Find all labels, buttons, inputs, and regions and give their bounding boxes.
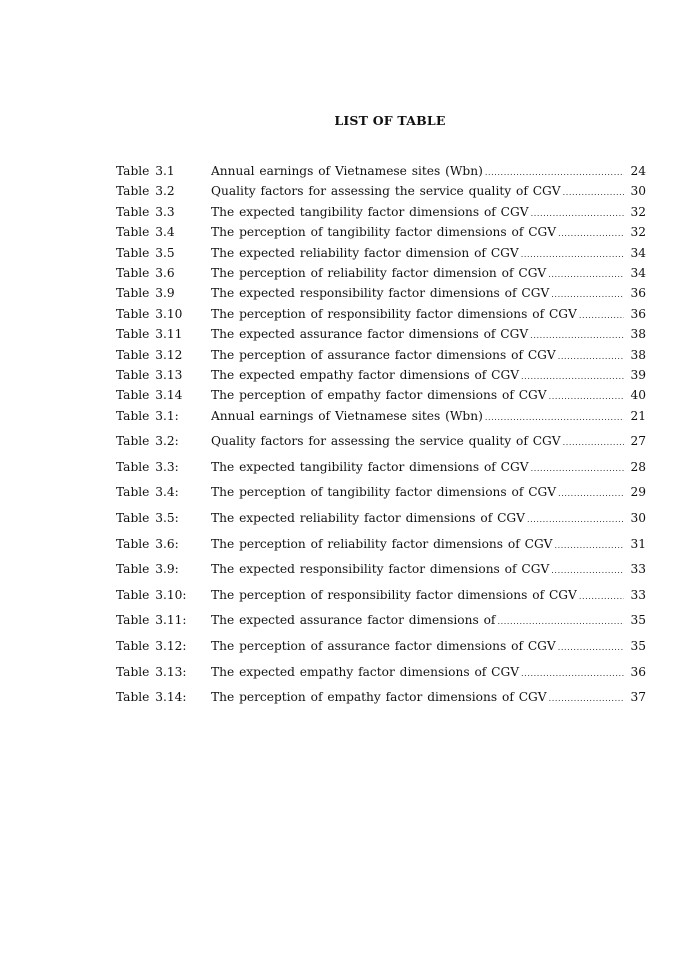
table-entry <box>211 205 646 219</box>
table-caption: The expected empathy factor dimensions of CGV <box>211 367 520 382</box>
list-item <box>116 434 646 460</box>
table-caption: The expected tangibility factor dimensions of CGV <box>211 459 529 474</box>
dot-leader <box>497 617 624 626</box>
dot-leader <box>554 541 624 550</box>
list-item <box>116 588 646 614</box>
page-number: 24 <box>630 164 646 178</box>
table-label: Table 3.10: <box>116 587 187 602</box>
page-number: 35 <box>630 613 646 628</box>
table-entry <box>211 368 646 382</box>
table-entry <box>211 164 646 178</box>
table-label: Table 3.4: <box>116 485 179 500</box>
page-number: 21 <box>630 408 646 423</box>
table-entry <box>211 184 646 198</box>
page-number: 38 <box>630 327 646 342</box>
dot-leader <box>549 694 624 703</box>
table-label: Table 3.10 <box>116 306 183 321</box>
table-entry <box>211 434 646 448</box>
dot-leader <box>531 209 624 218</box>
table-caption: The perception of reliability factor dimension of CGV <box>211 265 547 280</box>
table-entry <box>211 246 646 260</box>
table-entry <box>211 388 646 402</box>
table-entry <box>211 588 646 602</box>
dot-leader <box>548 270 624 279</box>
list-item <box>116 409 646 435</box>
table-caption: The expected responsibility factor dimensions of CGV <box>211 562 550 577</box>
table-entry <box>211 266 646 280</box>
page-number: 34 <box>630 245 646 260</box>
page-number: 33 <box>630 587 646 602</box>
table-label: Table 3.2 <box>116 184 175 199</box>
dot-leader <box>558 643 624 652</box>
table-label: Table 3.14 <box>116 388 183 403</box>
table-label: Table 3.6: <box>116 536 179 551</box>
table-caption: The expected assurance factor dimensions of <box>211 613 496 628</box>
dot-leader <box>563 188 624 197</box>
table-caption: Quality factors for assessing the service quality of CGV <box>211 434 561 449</box>
list-item <box>116 225 646 245</box>
list-item <box>116 665 646 691</box>
table-caption: The perception of assurance factor dimensions of CGV <box>211 347 556 362</box>
table-label: Table 3.9 <box>116 286 175 301</box>
table-entry <box>211 665 646 679</box>
dot-leader <box>521 669 624 678</box>
table-caption: The expected empathy factor dimensions of CGV <box>211 664 520 679</box>
table-label: Table 3.5: <box>116 511 179 526</box>
list-item <box>116 460 646 486</box>
page-number: 39 <box>630 367 646 382</box>
list-item <box>116 613 646 639</box>
page-number: 38 <box>630 347 646 362</box>
table-entry <box>211 562 646 576</box>
dot-leader <box>485 413 624 422</box>
list-item <box>116 388 646 408</box>
page-number: 32 <box>630 225 646 240</box>
table-entry <box>211 639 646 653</box>
dot-leader <box>527 515 624 524</box>
table-caption: The expected reliability factor dimensions of CGV <box>211 511 525 526</box>
table-caption: The perception of reliability factor dimensions of CGV <box>211 536 553 551</box>
list-item <box>116 164 646 184</box>
table-caption: Annual earnings of Vietnamese sites (Wbn) <box>211 164 483 178</box>
table-label: Table 3.4 <box>116 225 175 240</box>
list-item <box>116 639 646 665</box>
table-list <box>116 164 646 716</box>
table-label: Table 3.6 <box>116 265 175 280</box>
table-label: Table 3.14: <box>116 690 187 705</box>
table-caption: The expected assurance factor dimensions of CGV <box>211 327 529 342</box>
page-number: 33 <box>630 562 646 577</box>
table-caption: The perception of empathy factor dimensions of CGV <box>211 690 547 705</box>
table-entry <box>211 690 646 704</box>
table-label: Table 3.2: <box>116 434 179 449</box>
list-item <box>116 537 646 563</box>
page-title: LIST OF TABLE <box>334 113 446 128</box>
table-entry <box>211 511 646 525</box>
list-item <box>116 307 646 327</box>
page-number: 32 <box>630 204 646 219</box>
dot-leader <box>551 290 624 299</box>
table-label: Table 3.3: <box>116 459 179 474</box>
table-label: Table 3.5 <box>116 245 175 260</box>
table-label: Table 3.9: <box>116 562 179 577</box>
dot-leader <box>579 592 624 601</box>
table-entry <box>211 460 646 474</box>
page-number: 36 <box>630 664 646 679</box>
dot-leader <box>579 311 624 320</box>
list-item <box>116 368 646 388</box>
list-item <box>116 246 646 266</box>
dot-leader <box>558 352 624 361</box>
page-number: 37 <box>630 690 646 705</box>
table-entry <box>211 286 646 300</box>
list-item <box>116 184 646 204</box>
page-number: 31 <box>630 536 646 551</box>
table-entry <box>211 348 646 362</box>
table-caption: Annual earnings of Vietnamese sites (Wbn) <box>211 408 483 423</box>
table-list-group-second <box>116 409 646 716</box>
table-label: Table 3.11 <box>116 327 183 342</box>
table-caption: The perception of responsibility factor dimensions of CGV <box>211 587 577 602</box>
table-caption: The perception of responsibility factor dimensions of CGV <box>211 306 577 321</box>
table-caption: The expected responsibility factor dimensions of CGV <box>211 286 550 301</box>
list-item <box>116 348 646 368</box>
table-label: Table 3.12 <box>116 347 183 362</box>
list-item <box>116 327 646 347</box>
page-number: 28 <box>630 459 646 474</box>
dot-leader <box>531 464 624 473</box>
list-item <box>116 286 646 306</box>
page-number: 29 <box>630 485 646 500</box>
list-item <box>116 562 646 588</box>
list-item <box>116 485 646 511</box>
table-caption: The expected reliability factor dimension of CGV <box>211 245 519 260</box>
page-number: 30 <box>630 511 646 526</box>
page-number: 27 <box>630 434 646 449</box>
page-number: 36 <box>630 286 646 301</box>
dot-leader <box>521 250 624 259</box>
table-label: Table 3.1: <box>116 408 179 423</box>
page-number: 30 <box>630 184 646 199</box>
table-entry <box>211 485 646 499</box>
table-entry <box>211 613 646 627</box>
table-label: Table 3.13: <box>116 664 187 679</box>
table-entry <box>211 537 646 551</box>
page-number: 36 <box>630 306 646 321</box>
dot-leader <box>563 438 624 447</box>
table-caption: The perception of empathy factor dimensions of CGV <box>211 388 547 403</box>
table-caption: The perception of tangibility factor dimensions of CGV <box>211 485 557 500</box>
list-item <box>116 205 646 225</box>
page-number: 40 <box>630 388 646 403</box>
table-label: Table 3.12: <box>116 639 187 654</box>
page-number: 35 <box>630 639 646 654</box>
dot-leader <box>549 392 624 401</box>
table-entry <box>211 225 646 239</box>
table-caption: The expected tangibility factor dimensions of CGV <box>211 204 529 219</box>
table-caption: Quality factors for assessing the service quality of CGV <box>211 184 561 199</box>
table-label: Table 3.1 <box>116 164 175 178</box>
list-item <box>116 690 646 716</box>
table-entry <box>211 409 646 423</box>
table-entry <box>211 327 646 341</box>
list-item <box>116 266 646 286</box>
table-caption: The perception of tangibility factor dimensions of CGV <box>211 225 557 240</box>
page-number: 34 <box>630 265 646 280</box>
dot-leader <box>558 489 624 498</box>
table-label: Table 3.11: <box>116 613 187 628</box>
table-entry <box>211 307 646 321</box>
table-label: Table 3.13 <box>116 367 183 382</box>
dot-leader <box>485 168 624 177</box>
list-item <box>116 511 646 537</box>
table-list-group-first <box>116 164 646 409</box>
table-caption: The perception of assurance factor dimensions of CGV <box>211 639 556 654</box>
dot-leader <box>521 372 624 381</box>
dot-leader <box>551 566 624 575</box>
dot-leader <box>558 229 624 238</box>
table-label: Table 3.3 <box>116 204 175 219</box>
dot-leader <box>530 331 624 340</box>
